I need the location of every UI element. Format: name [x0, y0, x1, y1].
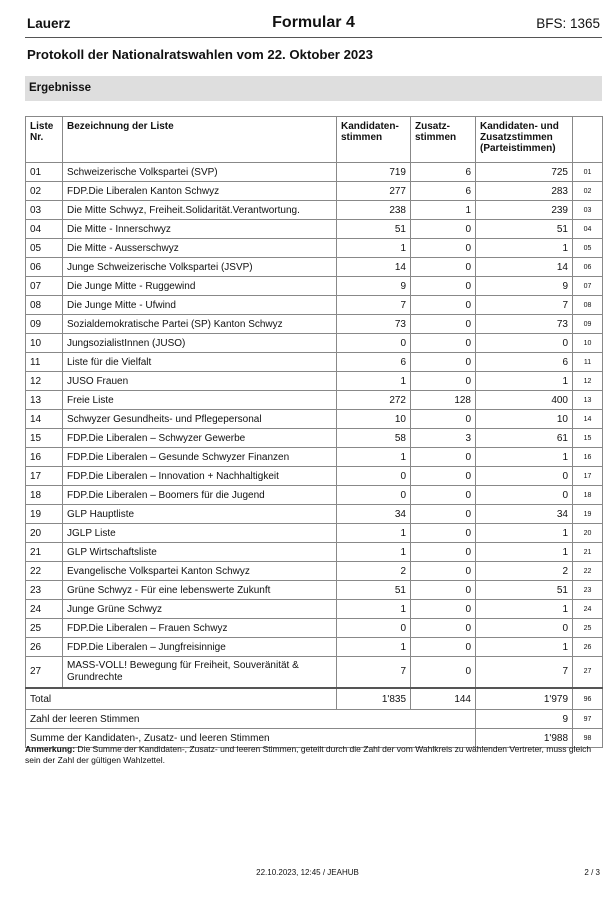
- document-title: Protokoll der Nationalratswahlen vom 22. Oktober 2023: [27, 47, 373, 62]
- party-votes-cell: 0: [476, 486, 573, 505]
- row-index-cell: 12: [573, 372, 603, 391]
- list-nr-cell: 07: [26, 277, 63, 296]
- table-row: [26, 163, 603, 182]
- row-index-cell: 25: [573, 619, 603, 638]
- party-votes-cell: 7: [476, 657, 573, 689]
- candidate-votes-cell: 0: [337, 486, 411, 505]
- row-index-cell: 23: [573, 581, 603, 600]
- table-row: [26, 619, 603, 638]
- additional-votes-cell: 6: [411, 163, 476, 182]
- additional-votes-cell: 0: [411, 239, 476, 258]
- table-row: [26, 562, 603, 581]
- party-votes-cell: 0: [476, 334, 573, 353]
- list-name-cell: JungsozialistInnen (JUSO): [63, 334, 337, 353]
- additional-votes-cell: 0: [411, 467, 476, 486]
- party-votes-cell: 239: [476, 201, 573, 220]
- party-votes-cell: 61: [476, 429, 573, 448]
- row-index-cell: 01: [573, 163, 603, 182]
- table-row: [26, 486, 603, 505]
- party-votes-cell: 1: [476, 600, 573, 619]
- list-nr-cell: 27: [26, 657, 63, 689]
- page-number: 2 / 3: [584, 868, 600, 877]
- candidate-votes-cell: 1: [337, 448, 411, 467]
- list-name-cell: Evangelische Volkspartei Kanton Schwyz: [63, 562, 337, 581]
- candidate-votes-cell: 10: [337, 410, 411, 429]
- list-nr-cell: 04: [26, 220, 63, 239]
- party-votes-cell: 51: [476, 581, 573, 600]
- col-header-name: Bezeichnung der Liste: [63, 117, 337, 163]
- total-row: [26, 688, 603, 710]
- bfs-number: BFS: 1365: [536, 16, 600, 31]
- list-nr-cell: 01: [26, 163, 63, 182]
- candidate-votes-cell: 7: [337, 657, 411, 689]
- list-name-cell: FDP.Die Liberalen Kanton Schwyz: [63, 182, 337, 201]
- list-name-cell: MASS-VOLL! Bewegung für Freiheit, Souveränität & Grundrechte: [63, 657, 337, 689]
- candidate-votes-cell: 1: [337, 372, 411, 391]
- party-votes-cell: 1: [476, 638, 573, 657]
- candidate-votes-cell: 1: [337, 524, 411, 543]
- list-nr-cell: 16: [26, 448, 63, 467]
- row-index-cell: 10: [573, 334, 603, 353]
- additional-votes-cell: 0: [411, 657, 476, 689]
- col-header-party: Kandidaten- und Zusatzstimmen (Parteistimmen): [476, 117, 573, 163]
- party-votes-cell: 0: [476, 619, 573, 638]
- row-index-cell: 19: [573, 505, 603, 524]
- list-name-cell: FDP.Die Liberalen – Schwyzer Gewerbe: [63, 429, 337, 448]
- candidate-votes-cell: 51: [337, 581, 411, 600]
- additional-votes-cell: 0: [411, 353, 476, 372]
- party-votes-cell: 34: [476, 505, 573, 524]
- additional-votes-cell: 0: [411, 296, 476, 315]
- candidate-votes-cell: 0: [337, 467, 411, 486]
- remark-label: Anmerkung:: [25, 744, 76, 754]
- party-votes-cell: 1: [476, 543, 573, 562]
- table-row: [26, 220, 603, 239]
- row-index-cell: 16: [573, 448, 603, 467]
- candidate-votes-cell: 6: [337, 353, 411, 372]
- total-idx: 96: [573, 688, 603, 710]
- party-votes-cell: 73: [476, 315, 573, 334]
- list-nr-cell: 25: [26, 619, 63, 638]
- table-row: [26, 600, 603, 619]
- row-index-cell: 04: [573, 220, 603, 239]
- additional-votes-cell: 0: [411, 543, 476, 562]
- results-body: [26, 163, 603, 689]
- table-row: [26, 315, 603, 334]
- candidate-votes-cell: 73: [337, 315, 411, 334]
- list-nr-cell: 18: [26, 486, 63, 505]
- additional-votes-cell: 0: [411, 638, 476, 657]
- row-index-cell: 09: [573, 315, 603, 334]
- results-table: [25, 116, 603, 748]
- list-name-cell: Die Junge Mitte - Ruggewind: [63, 277, 337, 296]
- party-votes-cell: 400: [476, 391, 573, 410]
- candidate-votes-cell: 2: [337, 562, 411, 581]
- party-votes-cell: 1: [476, 372, 573, 391]
- list-nr-cell: 06: [26, 258, 63, 277]
- list-name-cell: Sozialdemokratische Partei (SP) Kanton Schwyz: [63, 315, 337, 334]
- total-cand: 1'835: [337, 688, 411, 710]
- party-votes-cell: 6: [476, 353, 573, 372]
- list-nr-cell: 12: [26, 372, 63, 391]
- candidate-votes-cell: 7: [337, 296, 411, 315]
- total-label: Total: [26, 688, 337, 710]
- party-votes-cell: 1: [476, 448, 573, 467]
- table-row: [26, 505, 603, 524]
- row-index-cell: 02: [573, 182, 603, 201]
- party-votes-cell: 1: [476, 239, 573, 258]
- list-nr-cell: 11: [26, 353, 63, 372]
- list-name-cell: Die Mitte Schwyz, Freiheit.Solidarität.Verantwortung.: [63, 201, 337, 220]
- row-index-cell: 15: [573, 429, 603, 448]
- list-nr-cell: 03: [26, 201, 63, 220]
- additional-votes-cell: 1: [411, 201, 476, 220]
- list-name-cell: Die Mitte - Innerschwyz: [63, 220, 337, 239]
- additional-votes-cell: 0: [411, 315, 476, 334]
- list-nr-cell: 15: [26, 429, 63, 448]
- list-nr-cell: 09: [26, 315, 63, 334]
- list-nr-cell: 22: [26, 562, 63, 581]
- table-row: [26, 429, 603, 448]
- header-divider: [25, 37, 602, 38]
- candidate-votes-cell: 0: [337, 334, 411, 353]
- remark: [25, 744, 602, 766]
- additional-votes-cell: 128: [411, 391, 476, 410]
- list-name-cell: JGLP Liste: [63, 524, 337, 543]
- party-votes-cell: 2: [476, 562, 573, 581]
- additional-votes-cell: 0: [411, 277, 476, 296]
- list-name-cell: GLP Wirtschaftsliste: [63, 543, 337, 562]
- table-row: [26, 467, 603, 486]
- list-name-cell: JUSO Frauen: [63, 372, 337, 391]
- candidate-votes-cell: 272: [337, 391, 411, 410]
- party-votes-cell: 0: [476, 467, 573, 486]
- section-title: Ergebnisse: [29, 82, 91, 94]
- row-index-cell: 18: [573, 486, 603, 505]
- additional-votes-cell: 0: [411, 372, 476, 391]
- table-row: [26, 296, 603, 315]
- total-add: 144: [411, 688, 476, 710]
- candidate-votes-cell: 1: [337, 638, 411, 657]
- table-row: [26, 448, 603, 467]
- additional-votes-cell: 6: [411, 182, 476, 201]
- candidate-votes-cell: 51: [337, 220, 411, 239]
- list-name-cell: Grüne Schwyz - Für eine lebenswerte Zukunft: [63, 581, 337, 600]
- candidate-votes-cell: 277: [337, 182, 411, 201]
- candidate-votes-cell: 0: [337, 619, 411, 638]
- list-name-cell: FDP.Die Liberalen – Frauen Schwyz: [63, 619, 337, 638]
- page-header: [27, 14, 600, 36]
- additional-votes-cell: 0: [411, 581, 476, 600]
- additional-votes-cell: 0: [411, 334, 476, 353]
- list-nr-cell: 26: [26, 638, 63, 657]
- candidate-votes-cell: 1: [337, 543, 411, 562]
- col-header-nr: Liste Nr.: [26, 117, 63, 163]
- additional-votes-cell: 0: [411, 505, 476, 524]
- row-index-cell: 26: [573, 638, 603, 657]
- table-row: [26, 258, 603, 277]
- table-row: [26, 391, 603, 410]
- party-votes-cell: 1: [476, 524, 573, 543]
- list-nr-cell: 13: [26, 391, 63, 410]
- blank-votes-idx: 97: [573, 710, 603, 729]
- party-votes-cell: 9: [476, 277, 573, 296]
- list-name-cell: Schweizerische Volkspartei (SVP): [63, 163, 337, 182]
- additional-votes-cell: 0: [411, 258, 476, 277]
- row-index-cell: 21: [573, 543, 603, 562]
- row-index-cell: 17: [573, 467, 603, 486]
- party-votes-cell: 7: [476, 296, 573, 315]
- table-row: [26, 201, 603, 220]
- list-nr-cell: 21: [26, 543, 63, 562]
- row-index-cell: 14: [573, 410, 603, 429]
- row-index-cell: 20: [573, 524, 603, 543]
- additional-votes-cell: 0: [411, 220, 476, 239]
- list-name-cell: GLP Hauptliste: [63, 505, 337, 524]
- table-row: [26, 638, 603, 657]
- candidate-votes-cell: 1: [337, 239, 411, 258]
- row-index-cell: 24: [573, 600, 603, 619]
- col-header-idx: [573, 117, 603, 163]
- table-row: [26, 239, 603, 258]
- row-index-cell: 03: [573, 201, 603, 220]
- additional-votes-cell: 0: [411, 619, 476, 638]
- section-band: [25, 76, 602, 101]
- list-name-cell: FDP.Die Liberalen – Innovation + Nachhaltigkeit: [63, 467, 337, 486]
- list-nr-cell: 14: [26, 410, 63, 429]
- sum-label: Summe der Kandidaten-, Zusatz- und leeren Stimmen: [26, 729, 476, 748]
- table-row: [26, 372, 603, 391]
- row-index-cell: 13: [573, 391, 603, 410]
- row-index-cell: 22: [573, 562, 603, 581]
- table-row: [26, 524, 603, 543]
- additional-votes-cell: 3: [411, 429, 476, 448]
- list-name-cell: Die Junge Mitte - Ufwind: [63, 296, 337, 315]
- remark-text: Die Summe der Kandidaten-, Zusatz- und leeren Stimmen, geteilt durch die Zahl der vom Wahlkreis zu wählenden Vertreter, muss gleich sein der Zahl der gültigen Wahlzettel.: [25, 744, 592, 765]
- row-index-cell: 06: [573, 258, 603, 277]
- col-header-cand: Kandidaten-stimmen: [337, 117, 411, 163]
- row-index-cell: 07: [573, 277, 603, 296]
- row-index-cell: 08: [573, 296, 603, 315]
- blank-votes-label: Zahl der leeren Stimmen: [26, 710, 476, 729]
- list-name-cell: FDP.Die Liberalen – Gesunde Schwyzer Finanzen: [63, 448, 337, 467]
- blank-votes-value: 9: [476, 710, 573, 729]
- row-index-cell: 11: [573, 353, 603, 372]
- table-row: [26, 657, 603, 689]
- total-party: 1'979: [476, 688, 573, 710]
- candidate-votes-cell: 719: [337, 163, 411, 182]
- table-row: [26, 410, 603, 429]
- form-title: Formular 4: [272, 14, 355, 31]
- party-votes-cell: 283: [476, 182, 573, 201]
- table-row: [26, 334, 603, 353]
- list-name-cell: FDP.Die Liberalen – Jungfreisinnige: [63, 638, 337, 657]
- list-name-cell: Die Mitte - Ausserschwyz: [63, 239, 337, 258]
- table-row: [26, 353, 603, 372]
- list-name-cell: Junge Schweizerische Volkspartei (JSVP): [63, 258, 337, 277]
- table-row: [26, 182, 603, 201]
- additional-votes-cell: 0: [411, 448, 476, 467]
- list-nr-cell: 19: [26, 505, 63, 524]
- col-header-add: Zusatz-stimmen: [411, 117, 476, 163]
- footer-stamp: 22.10.2023, 12:45 / JEAHUB: [256, 868, 359, 877]
- list-nr-cell: 02: [26, 182, 63, 201]
- list-name-cell: Liste für die Vielfalt: [63, 353, 337, 372]
- additional-votes-cell: 0: [411, 486, 476, 505]
- list-name-cell: FDP.Die Liberalen – Boomers für die Jugend: [63, 486, 337, 505]
- additional-votes-cell: 0: [411, 524, 476, 543]
- party-votes-cell: 14: [476, 258, 573, 277]
- party-votes-cell: 10: [476, 410, 573, 429]
- additional-votes-cell: 0: [411, 562, 476, 581]
- candidate-votes-cell: 14: [337, 258, 411, 277]
- list-nr-cell: 24: [26, 600, 63, 619]
- list-name-cell: Freie Liste: [63, 391, 337, 410]
- party-votes-cell: 51: [476, 220, 573, 239]
- additional-votes-cell: 0: [411, 410, 476, 429]
- table-row: [26, 581, 603, 600]
- list-nr-cell: 05: [26, 239, 63, 258]
- blank-votes-row: [26, 710, 603, 729]
- candidate-votes-cell: 238: [337, 201, 411, 220]
- list-name-cell: Schwyzer Gesundheits- und Pflegepersonal: [63, 410, 337, 429]
- additional-votes-cell: 0: [411, 600, 476, 619]
- sum-idx: 98: [573, 729, 603, 748]
- list-name-cell: Junge Grüne Schwyz: [63, 600, 337, 619]
- list-nr-cell: 20: [26, 524, 63, 543]
- sum-value: 1'988: [476, 729, 573, 748]
- list-nr-cell: 17: [26, 467, 63, 486]
- list-nr-cell: 10: [26, 334, 63, 353]
- candidate-votes-cell: 58: [337, 429, 411, 448]
- candidate-votes-cell: 9: [337, 277, 411, 296]
- candidate-votes-cell: 34: [337, 505, 411, 524]
- party-votes-cell: 725: [476, 163, 573, 182]
- list-nr-cell: 23: [26, 581, 63, 600]
- municipality-name: Lauerz: [27, 16, 71, 31]
- candidate-votes-cell: 1: [337, 600, 411, 619]
- table-header-row: [26, 117, 603, 163]
- row-index-cell: 05: [573, 239, 603, 258]
- table-row: [26, 543, 603, 562]
- table-row: [26, 277, 603, 296]
- list-nr-cell: 08: [26, 296, 63, 315]
- row-index-cell: 27: [573, 657, 603, 689]
